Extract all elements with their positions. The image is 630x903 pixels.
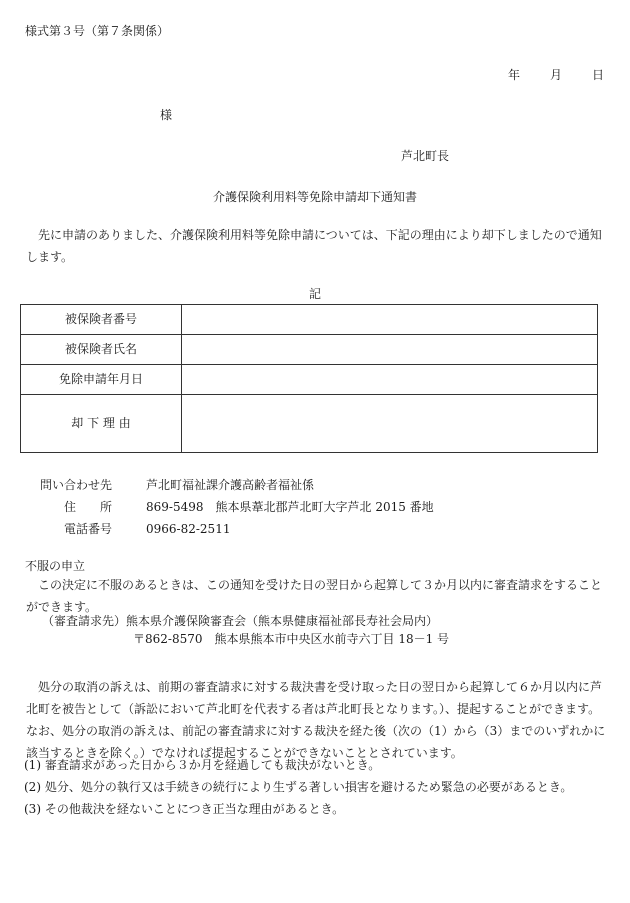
list-item: (2) 処分、処分の執行又は手続きの続行により生ずる著しい損害を避けるため緊急の必要があるとき。 <box>24 780 573 794</box>
table-value <box>182 365 598 395</box>
lawsuit-text: 処分の取消の訴えは、前期の審査請求に対する裁決書を受け取った日の翌日から起算して６か月以内に芦北町を被告として（訴訟において芦北町を代表する者は芦北町長となります。）、提起することができます。なお、処分の取消の訴えは、前記の審査請求に対する裁決を経た後（次の（1）から（3）までのいずれかに該当するときを除く。）でなければ提起することができないこととされています。 <box>26 680 606 760</box>
contact-address-row <box>40 496 434 518</box>
table-row <box>21 395 598 453</box>
table-row <box>21 335 598 365</box>
list-item: (3) その他裁決を経ないことにつき正当な理由があるとき。 <box>24 802 345 816</box>
table-value <box>182 395 598 453</box>
contact-phone: 0966-82-2511 <box>146 521 231 536</box>
table-label: 却 下 理 由 <box>21 395 182 453</box>
objection-heading: 不服の申立 <box>25 559 86 573</box>
contact-address: 869-5498 熊本県葦北郡芦北町大字芦北 2015 番地 <box>146 499 434 514</box>
contact-phone-row <box>40 518 434 540</box>
review-line-2: 〒862-8570 熊本県熊本市中央区水前寺六丁目 18－1 号 <box>133 632 450 646</box>
review-line-1: （審査請求先）熊本県介護保険審査会（熊本県健康福祉部長寿社会局内） <box>42 614 439 628</box>
body-text: 先に申請のありました、介護保険利用料等免除申請については、下記の理由により却下しましたので通知します。 <box>26 228 602 264</box>
table-row <box>21 305 598 335</box>
contact-address-label <box>40 500 146 515</box>
info-table <box>20 304 598 453</box>
table-label: 被保険者氏名 <box>21 335 182 365</box>
contact-inquiry: 芦北町福祉課介護高齢者福祉係 <box>146 477 315 492</box>
date-line <box>508 68 604 83</box>
table-label: 免除申請年月日 <box>21 365 182 395</box>
contact-block <box>40 474 434 540</box>
contact-address-label-1: 住 <box>64 499 77 514</box>
date-year: 年 <box>507 68 520 82</box>
table-value <box>182 305 598 335</box>
form-number: 様式第３号（第７条関係） <box>25 24 170 38</box>
document-title: 介護保険利用料等免除申請却下通知書 <box>212 190 417 204</box>
date-month: 月 <box>549 68 562 82</box>
exceptions-list <box>24 754 572 820</box>
recipient-suffix: 様 <box>160 108 173 122</box>
review-destination <box>42 614 449 647</box>
list-item: (1) 審査請求があった日から３か月を経過しても裁決がないとき。 <box>24 758 381 772</box>
contact-address-label-2: 所 <box>100 499 113 514</box>
table-label: 被保険者番号 <box>21 305 182 335</box>
table-value <box>182 335 598 365</box>
objection-text: この決定に不服のあるときは、この通知を受けた日の翌日から起算して３か月以内に審査請求をすることができます。 <box>26 578 603 614</box>
table-row <box>21 365 598 395</box>
contact-inquiry-label: 問い合わせ先 <box>40 477 113 492</box>
issuer: 芦北町長 <box>401 149 450 163</box>
contact-inquiry-row <box>40 474 434 496</box>
contact-phone-label: 電話番号 <box>64 521 113 536</box>
date-day: 日 <box>591 68 604 82</box>
ki-heading: 記 <box>308 287 321 301</box>
